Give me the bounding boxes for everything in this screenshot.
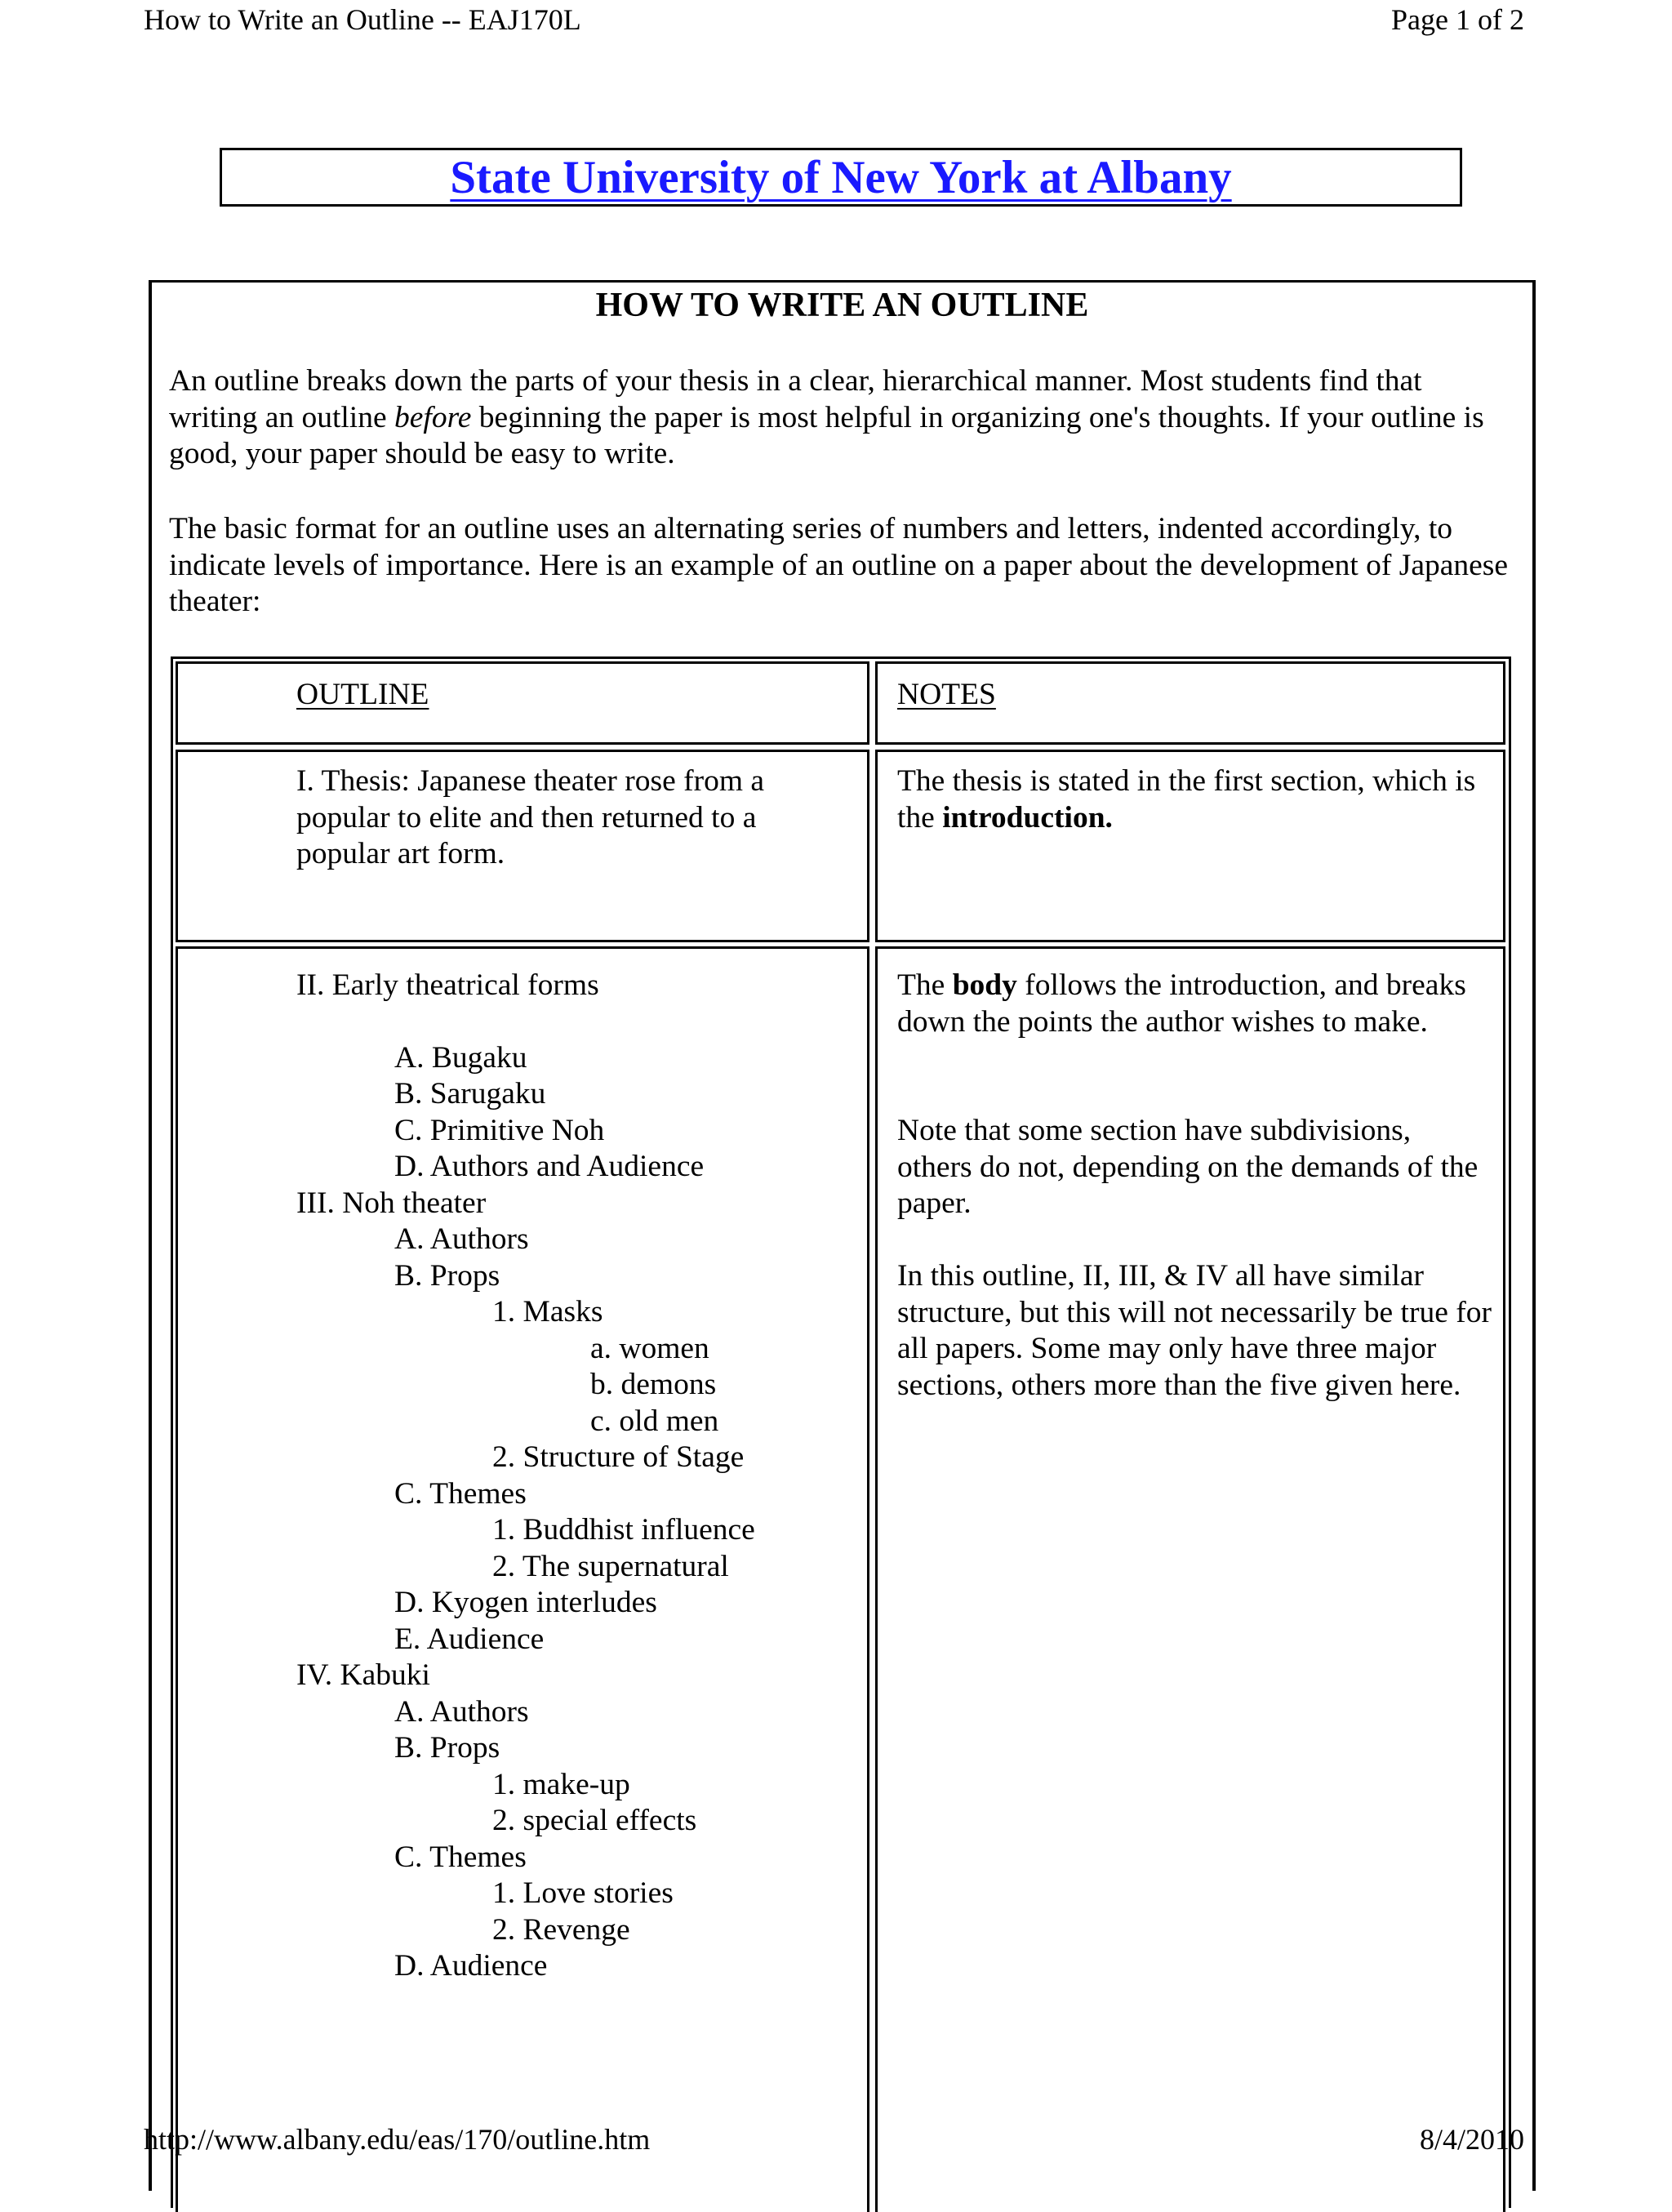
format-paragraph: The basic format for an outline uses an alternating series of numbers and letters, indented accordingly, to indicate levels of importance. Here is an example of an outline on a paper about the development of Japanese theater: xyxy=(169,512,1509,618)
thesis-notes-text xyxy=(897,763,1493,836)
outline-item: b. demons xyxy=(590,1368,717,1401)
body-notes-start: The xyxy=(897,968,953,1002)
university-link[interactable]: State University of New York at Albany xyxy=(450,152,1232,203)
outline-item: C. Primitive Noh xyxy=(394,1114,605,1147)
thesis-outline-cell xyxy=(176,750,869,942)
body-notes-end: follows the introduction, and breaks down the points the author wishes to make. xyxy=(897,968,1466,1039)
notes-header-cell xyxy=(875,661,1505,745)
outline-item: 2. Revenge xyxy=(492,1913,630,1947)
print-header-page-number: Page 1 of 2 xyxy=(1391,3,1524,36)
outline-item: D. Kyogen interludes xyxy=(394,1586,657,1619)
content-box xyxy=(149,280,1536,2191)
subdivisions-note: Note that some section have subdivisions, others do not, depending on the demands of the paper. xyxy=(897,1114,1479,1220)
page-title: HOW TO WRITE AN OUTLINE xyxy=(595,287,1089,324)
outline-item: 1. make-up xyxy=(492,1768,630,1801)
intro-paragraph xyxy=(169,363,1516,473)
outline-item: 2. The supernatural xyxy=(492,1550,729,1583)
outline-item: C. Themes xyxy=(394,1477,527,1511)
outline-column-header: OUTLINE xyxy=(296,678,429,711)
body-term: body xyxy=(952,968,1017,1002)
introduction-term: introduction. xyxy=(942,800,1113,835)
outline-item: 1. Masks xyxy=(492,1295,603,1329)
print-footer-date: 8/4/2010 xyxy=(1419,2123,1524,2156)
print-header-title: How to Write an Outline -- EAJ170L xyxy=(144,3,581,36)
outline-item: A. Authors xyxy=(394,1695,529,1729)
thesis-notes-start: The thesis is stated in the first section, which is the xyxy=(897,764,1476,835)
outline-item: C. Themes xyxy=(394,1840,527,1874)
university-banner xyxy=(220,148,1462,207)
outline-item: D. Audience xyxy=(394,1949,548,1983)
outline-item: A. Bugaku xyxy=(394,1041,527,1075)
body-notes-paragraph xyxy=(897,968,1493,1040)
outline-item: D. Authors and Audience xyxy=(394,1150,705,1183)
outline-item: 2. special effects xyxy=(492,1804,697,1837)
outline-item: E. Audience xyxy=(394,1622,545,1656)
structure-note: In this outline, II, III, & IV all have similar structure, but this will not necessarily be true for all papers. Some may only have three major sections, others more than the five given here. xyxy=(897,1259,1492,1402)
body-notes-cell xyxy=(875,946,1505,2212)
body-outline-cell xyxy=(176,946,869,2212)
outline-item: B. Props xyxy=(394,1259,500,1293)
outline-item: a. women xyxy=(590,1332,709,1365)
outline-item: 2. Structure of Stage xyxy=(492,1440,745,1474)
outline-item: 1. Love stories xyxy=(492,1876,674,1910)
outline-table xyxy=(171,656,1511,2208)
thesis-notes-cell xyxy=(875,750,1505,942)
outline-item: c. old men xyxy=(590,1404,719,1438)
intro-emphasis: before xyxy=(394,400,472,434)
outline-item: III. Noh theater xyxy=(296,1186,487,1220)
print-footer-url: http://www.albany.edu/eas/170/outline.htm xyxy=(144,2123,651,2156)
outline-item: 1. Buddhist influence xyxy=(492,1513,755,1547)
intro-text-start: An outline breaks down the parts of your thesis in a clear, hierarchical manner. Most students find that writing an outline xyxy=(169,364,1422,434)
outline-item: II. Early theatrical forms xyxy=(296,968,599,1002)
outline-item: B. Sarugaku xyxy=(394,1077,546,1110)
outline-item: IV. Kabuki xyxy=(296,1658,430,1692)
notes-column-header: NOTES xyxy=(897,678,996,711)
intro-text-end: beginning the paper is most helpful in organizing one's thoughts. If your outline is good, your paper should be easy to write. xyxy=(169,400,1484,470)
outline-item: A. Authors xyxy=(394,1222,529,1256)
outline-item: B. Props xyxy=(394,1731,500,1765)
thesis-outline-text: I. Thesis: Japanese theater rose from a popular to elite and then returned to a popular art form. xyxy=(296,764,765,870)
outline-header-cell xyxy=(176,661,869,745)
